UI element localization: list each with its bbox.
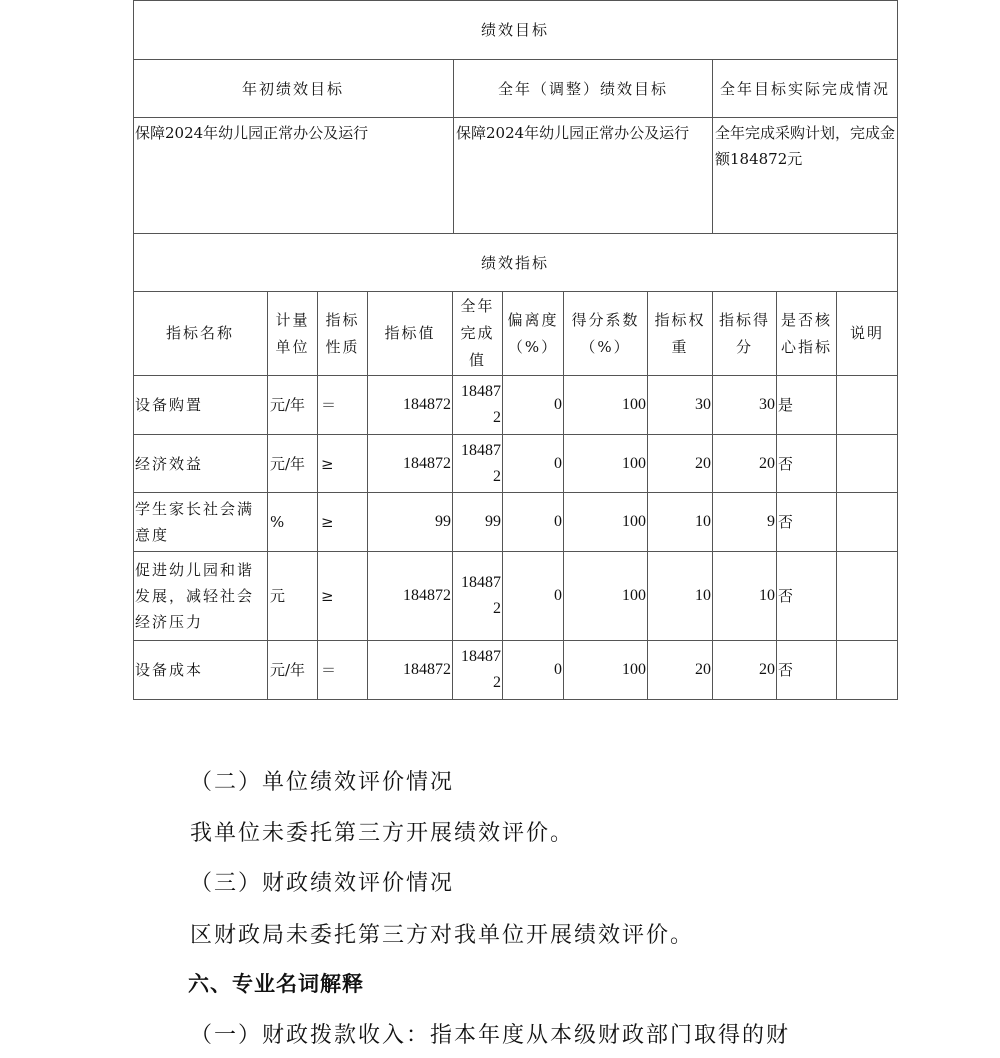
indicators-header-coef: 得分系数（%） — [564, 292, 648, 376]
indicator-note — [837, 641, 898, 700]
indicator-coef: 100 — [564, 552, 648, 641]
indicator-weight: 30 — [648, 376, 713, 435]
indicator-score: 10 — [713, 552, 777, 641]
indicator-core: 否 — [777, 641, 837, 700]
indicator-target: 184872 — [368, 376, 453, 435]
indicator-score: 20 — [713, 435, 777, 493]
indicator-name: 设备购置 — [133, 376, 268, 435]
indicator-target: 184872 — [368, 435, 453, 493]
indicator-deviation: 0 — [503, 493, 564, 552]
goals-value-adjusted: 保障2024年幼儿园正常办公及运行 — [454, 118, 713, 234]
indicator-unit: 元/年 — [268, 435, 318, 493]
indicator-coef: 100 — [564, 493, 648, 552]
paragraph-unit-evaluation: 我单位未委托第三方开展绩效评价。 — [190, 821, 575, 846]
indicator-actual-line2: 2 — [493, 674, 501, 691]
indicator-weight: 20 — [648, 641, 713, 700]
section-heading-glossary: 六、专业名词解释 — [188, 972, 364, 996]
indicator-actual-line1: 99 — [485, 513, 501, 530]
indicator-deviation: 0 — [503, 552, 564, 641]
indicator-nature: ≥ — [318, 552, 368, 641]
glossary-definition: 指本年度从本级财政部门取得的财 — [430, 1023, 791, 1048]
indicators-header-name: 指标名称 — [133, 292, 268, 376]
indicator-actual-line2: 2 — [493, 467, 501, 485]
indicator-target: 184872 — [368, 641, 453, 700]
indicator-coef: 100 — [564, 641, 648, 700]
indicator-nature: ＝ — [318, 641, 368, 700]
indicator-name: 学生家长社会满意度 — [133, 493, 268, 552]
indicator-weight: 20 — [648, 435, 713, 493]
glossary-term: （一）财政拨款收入： — [190, 1023, 431, 1048]
indicator-weight: 10 — [648, 493, 713, 552]
indicator-score: 9 — [713, 493, 777, 552]
indicator-note — [837, 376, 898, 435]
indicator-coef: 100 — [564, 435, 648, 493]
heading-unit-evaluation: （二）单位绩效评价情况 — [190, 770, 455, 795]
heading-finance-evaluation: （三）财政绩效评价情况 — [190, 871, 455, 896]
indicator-nature: ≥ — [318, 493, 368, 552]
indicator-deviation: 0 — [503, 641, 564, 700]
indicator-unit: 元/年 — [268, 641, 318, 700]
goals-section-title: 绩效目标 — [133, 0, 898, 60]
indicator-actual — [453, 641, 503, 700]
indicators-header-note: 说明 — [837, 292, 898, 376]
indicator-actual — [453, 493, 503, 552]
indicators-header-actual: 全年完成值 — [453, 292, 503, 376]
indicator-deviation: 0 — [503, 435, 564, 493]
goals-header-initial: 年初绩效目标 — [133, 60, 454, 118]
indicators-header-score: 指标得分 — [713, 292, 777, 376]
indicator-actual-line1: 18487 — [461, 648, 501, 665]
indicator-core: 否 — [777, 435, 837, 493]
indicator-unit: % — [268, 493, 318, 552]
indicator-actual-line1: 18487 — [461, 574, 501, 591]
goals-header-actual: 全年目标实际完成情况 — [713, 60, 898, 118]
indicator-actual — [453, 552, 503, 641]
indicator-nature: ＝ — [318, 376, 368, 435]
indicator-unit: 元/年 — [268, 376, 318, 435]
indicators-header-nature: 指标性质 — [318, 292, 368, 376]
goals-header-adjusted: 全年（调整）绩效目标 — [454, 60, 713, 118]
indicators-header-unit: 计量单位 — [268, 292, 318, 376]
indicator-actual — [453, 376, 503, 435]
indicator-name: 促进幼儿园和谐发展，减轻社会经济压力 — [133, 552, 268, 641]
indicators-section-title: 绩效指标 — [133, 234, 898, 292]
indicator-core: 是 — [777, 376, 837, 435]
indicator-core: 否 — [777, 493, 837, 552]
indicator-note — [837, 435, 898, 493]
indicator-note — [837, 493, 898, 552]
indicator-core: 否 — [777, 552, 837, 641]
indicator-target: 184872 — [368, 552, 453, 641]
indicator-unit: 元 — [268, 552, 318, 641]
indicators-header-core: 是否核心指标 — [777, 292, 837, 376]
indicator-actual — [453, 435, 503, 493]
indicator-score: 20 — [713, 641, 777, 700]
indicators-header-deviation: 偏离度（%） — [503, 292, 564, 376]
indicator-name: 经济效益 — [133, 435, 268, 493]
indicator-deviation: 0 — [503, 376, 564, 435]
indicator-nature: ≥ — [318, 435, 368, 493]
indicator-note — [837, 552, 898, 641]
indicator-target: 99 — [368, 493, 453, 552]
goals-value-actual: 全年完成采购计划，完成金额184872元 — [713, 118, 898, 234]
indicator-actual-line2: 2 — [493, 600, 501, 617]
indicator-score: 30 — [713, 376, 777, 435]
indicator-actual-line2: 2 — [493, 409, 501, 426]
indicator-coef: 100 — [564, 376, 648, 435]
indicator-weight: 10 — [648, 552, 713, 641]
goals-value-initial: 保障2024年幼儿园正常办公及运行 — [133, 118, 454, 234]
indicator-actual-line1: 18487 — [461, 383, 501, 400]
paragraph-finance-evaluation: 区财政局未委托第三方对我单位开展绩效评价。 — [190, 923, 695, 948]
indicators-header-weight: 指标权重 — [648, 292, 713, 376]
indicator-name: 设备成本 — [133, 641, 268, 700]
glossary-item-1 — [190, 1018, 790, 1049]
indicator-actual-line1: 18487 — [461, 441, 501, 459]
indicators-header-target: 指标值 — [368, 292, 453, 376]
